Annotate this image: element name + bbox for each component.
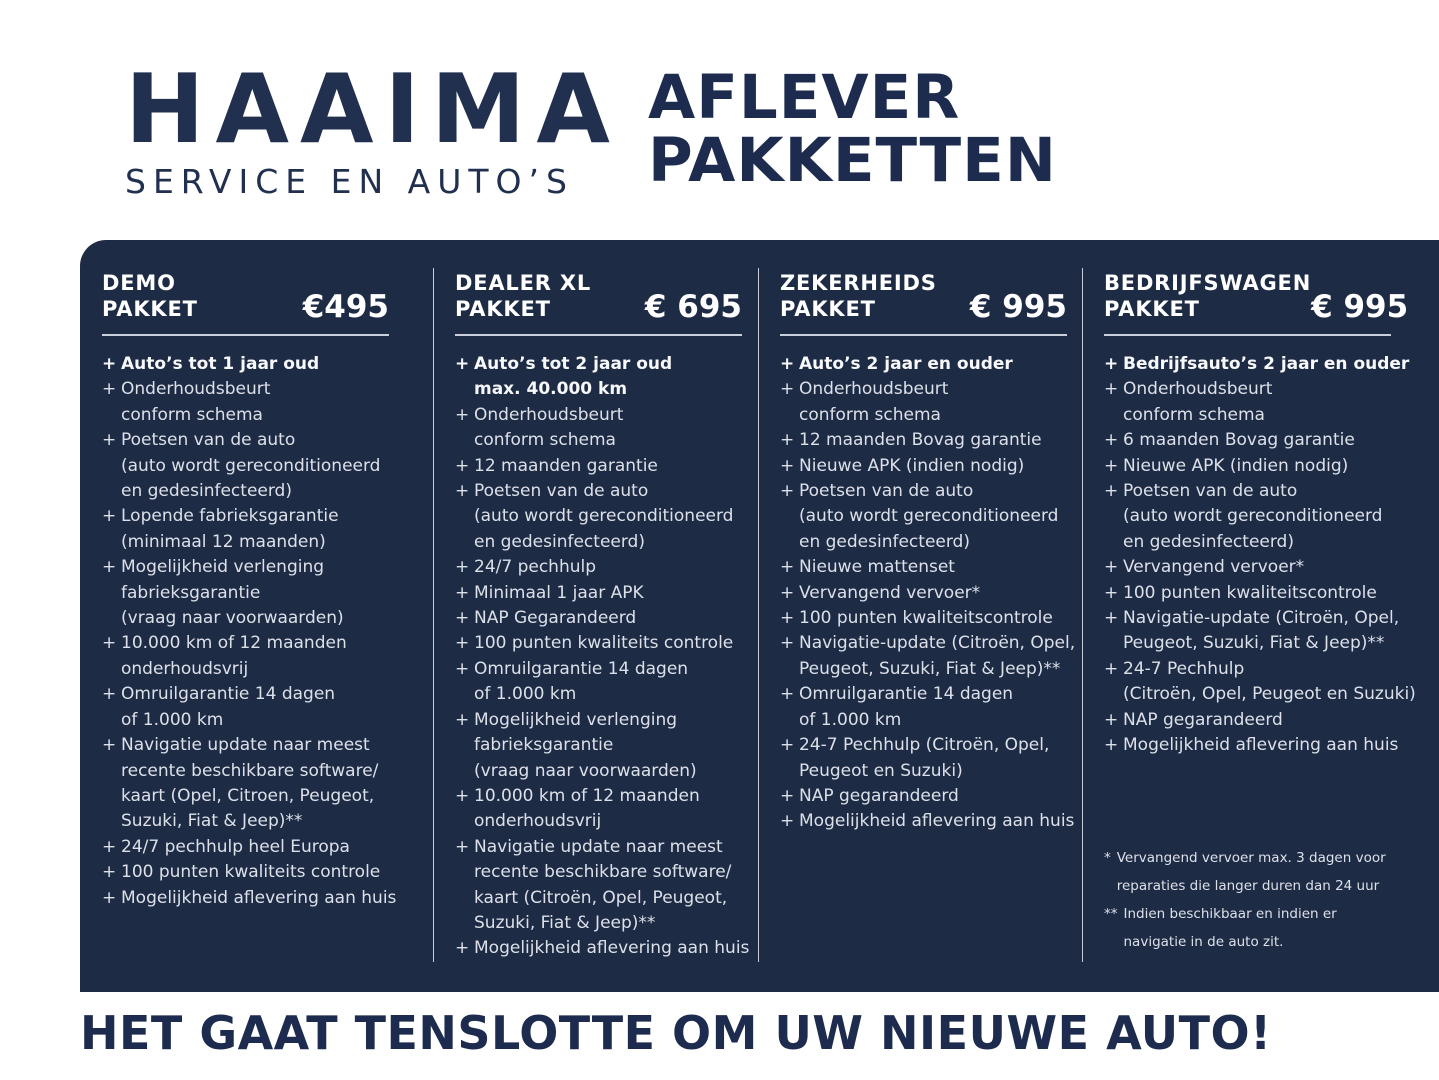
feature-item — [455, 606, 744, 631]
feature-line: Bedrijfsauto’s 2 jaar en ouder — [1123, 354, 1410, 374]
feature-line: kaart (Opel, Citroen, Peugeot, — [121, 785, 375, 806]
feature-item — [102, 860, 419, 885]
plus-marker: + — [102, 862, 117, 883]
page-title-line2: PAKKETTEN — [648, 125, 1057, 196]
brand-logo: HAAIMA — [125, 55, 621, 165]
feature-line: Mogelijkheid aflevering aan huis — [121, 887, 397, 908]
feature-text — [799, 784, 959, 809]
plus-marker: + — [455, 938, 470, 959]
package-column — [758, 240, 1082, 992]
feature-line: Vervangend vervoer* — [1123, 557, 1305, 578]
plus-marker: + — [1104, 608, 1119, 629]
feature-item — [102, 428, 419, 504]
feature-line: Peugeot, Suzuki, Fiat & Jeep)** — [799, 658, 1061, 679]
feature-item — [780, 733, 1068, 784]
footnotes — [1104, 844, 1425, 962]
feature-line: (auto wordt gereconditioneerd — [1123, 506, 1383, 527]
package-column — [433, 240, 758, 992]
feature-text — [474, 835, 731, 937]
plus-marker: + — [780, 608, 795, 629]
package-header — [1104, 270, 1409, 325]
feature-line: 12 maanden Bovag garantie — [799, 430, 1042, 451]
feature-line: Navigatie-update (Citroën, Opel, — [1123, 608, 1400, 629]
feature-line: 10.000 km of 12 maanden — [474, 785, 700, 806]
feature-item — [1104, 657, 1425, 708]
footer-slogan: HET GAAT TENSLOTTE OM UW NIEUWE AUTO! — [80, 1006, 1272, 1060]
feature-item — [102, 352, 419, 377]
plus-marker: + — [102, 633, 117, 654]
feature-line: of 1.000 km — [474, 684, 577, 705]
header-rule — [1104, 334, 1391, 336]
header-rule — [102, 334, 389, 336]
package-name-line: DEMO — [102, 271, 176, 295]
feature-item — [102, 886, 419, 911]
feature-text — [1123, 377, 1272, 428]
column-divider — [433, 268, 434, 962]
feature-text — [121, 733, 378, 835]
package-name-line: PAKKET — [780, 297, 876, 321]
feature-text — [121, 682, 335, 733]
feature-line: Navigatie update naar meest — [121, 735, 370, 756]
column-divider — [758, 268, 759, 962]
feature-text — [799, 631, 1075, 682]
feature-item — [455, 454, 744, 479]
feature-text — [799, 352, 1013, 377]
plus-marker: + — [1104, 582, 1119, 603]
feature-item — [1104, 377, 1425, 428]
plus-marker: + — [1104, 430, 1119, 451]
package-name — [455, 270, 591, 322]
feature-line: conform schema — [474, 430, 616, 451]
feature-text — [1123, 581, 1377, 606]
feature-text — [474, 657, 688, 708]
feature-line: NAP gegarandeerd — [1123, 709, 1283, 730]
feature-text — [121, 352, 319, 377]
plus-marker: + — [780, 735, 795, 756]
feature-item — [780, 606, 1068, 631]
feature-line: 100 punten kwaliteits controle — [474, 633, 734, 654]
feature-item — [455, 479, 744, 555]
feature-text — [1123, 428, 1355, 453]
feature-list — [1104, 352, 1425, 759]
feature-text — [1123, 606, 1399, 657]
feature-item — [1104, 733, 1425, 758]
package-name-line: PAKKET — [102, 297, 198, 321]
plus-marker: + — [780, 455, 795, 476]
package-name-line: DEALER XL — [455, 271, 592, 295]
plus-marker: + — [780, 633, 795, 654]
plus-marker: + — [455, 836, 470, 857]
feature-list — [102, 352, 419, 911]
feature-line: en gedesinfecteerd) — [121, 481, 292, 502]
feature-line: 6 maanden Bovag garantie — [1123, 430, 1355, 451]
feature-item — [780, 377, 1068, 428]
feature-item — [780, 352, 1068, 377]
brand-tagline: SERVICE EN AUTO’S — [125, 162, 574, 201]
plus-marker: + — [1104, 354, 1119, 374]
feature-item — [1104, 581, 1425, 606]
feature-line: NAP Gegarandeerd — [474, 608, 637, 629]
header-rule — [455, 334, 742, 336]
feature-item — [455, 657, 744, 708]
feature-text — [474, 403, 623, 454]
feature-item — [1104, 428, 1425, 453]
feature-line: Omruilgarantie 14 dagen — [474, 658, 689, 679]
package-name-line: ZEKERHEIDS — [780, 271, 937, 295]
footnote-text — [1117, 844, 1386, 900]
plus-marker: + — [102, 735, 117, 756]
feature-item — [1104, 454, 1425, 479]
footnote-line: Indien beschikbaar en indien er — [1123, 906, 1337, 922]
feature-line: kaart (Citroën, Opel, Peugeot, — [474, 887, 728, 908]
feature-list — [455, 352, 750, 962]
feature-item — [780, 428, 1068, 453]
feature-item — [455, 403, 744, 454]
feature-line: Poetsen van de auto — [474, 481, 649, 502]
feature-item — [780, 631, 1076, 682]
feature-line: Nieuwe APK (indien nodig) — [1123, 455, 1349, 476]
feature-line: of 1.000 km — [121, 709, 224, 730]
feature-line: Vervangend vervoer* — [799, 582, 981, 603]
footnote-marker: * — [1104, 850, 1111, 866]
feature-item — [102, 682, 419, 733]
plus-marker: + — [780, 785, 795, 806]
feature-list — [780, 352, 1076, 835]
footnote — [1104, 900, 1425, 956]
feature-line: Suzuki, Fiat & Jeep)** — [121, 811, 303, 832]
feature-item — [780, 809, 1075, 834]
package-header — [780, 270, 1067, 325]
feature-text — [1123, 479, 1382, 555]
plus-marker: + — [780, 557, 795, 578]
feature-line: Mogelijkheid aflevering aan huis — [1123, 735, 1399, 756]
feature-line: recente beschikbare software/ — [121, 760, 379, 781]
plus-marker: + — [1104, 481, 1119, 502]
plus-marker: + — [780, 430, 795, 451]
package-name — [102, 270, 198, 322]
feature-text — [1123, 454, 1348, 479]
feature-line: fabrieksgarantie — [474, 735, 614, 756]
feature-line: (auto wordt gereconditioneerd — [799, 506, 1059, 527]
feature-text — [121, 886, 396, 911]
feature-line: Minimaal 1 jaar APK — [474, 582, 644, 603]
feature-text — [474, 784, 700, 835]
feature-item — [455, 835, 744, 937]
feature-item — [102, 504, 419, 555]
footnote-line: navigatie in de auto zit. — [1123, 934, 1284, 950]
plus-marker: + — [1104, 557, 1119, 578]
plus-marker: + — [455, 582, 470, 603]
feature-item — [780, 454, 1068, 479]
feature-item — [1104, 555, 1425, 580]
plus-marker: + — [102, 379, 117, 400]
plus-marker: + — [455, 709, 470, 730]
plus-marker: + — [455, 557, 470, 578]
feature-item — [455, 784, 744, 835]
package-column — [1082, 240, 1439, 992]
feature-text — [799, 606, 1053, 631]
feature-item — [102, 377, 419, 428]
feature-item — [455, 352, 744, 403]
package-column — [80, 240, 433, 992]
feature-line: Onderhoudsbeurt — [121, 379, 271, 400]
feature-text — [474, 479, 733, 555]
package-name — [1104, 270, 1311, 322]
feature-line: Auto’s 2 jaar en ouder — [799, 354, 1013, 374]
feature-item — [455, 555, 744, 580]
feature-line: Omruilgarantie 14 dagen — [121, 684, 336, 705]
plus-marker: + — [455, 455, 470, 476]
plus-marker: + — [455, 785, 470, 806]
feature-text — [474, 581, 644, 606]
packages-panel — [80, 240, 1439, 992]
feature-line: Nieuwe mattenset — [799, 557, 955, 578]
plus-marker: + — [102, 836, 117, 857]
feature-text — [799, 428, 1042, 453]
feature-item — [780, 682, 1068, 733]
page-title — [648, 62, 1057, 196]
feature-text — [474, 352, 672, 403]
feature-line: Navigatie update naar meest — [474, 836, 723, 857]
feature-line: 24/7 pechhulp — [474, 557, 597, 578]
feature-line: (minimaal 12 maanden) — [121, 531, 326, 552]
feature-text — [474, 936, 749, 961]
feature-line: Onderhoudsbeurt — [474, 404, 624, 425]
package-header — [455, 270, 742, 325]
feature-text — [1123, 352, 1409, 377]
footnote-text — [1124, 900, 1337, 956]
feature-line: Navigatie-update (Citroën, Opel, — [799, 633, 1076, 654]
feature-item — [1104, 479, 1425, 555]
feature-line: onderhoudsvrij — [121, 658, 249, 679]
feature-text — [121, 835, 350, 860]
plus-marker: + — [102, 506, 117, 527]
column-divider — [1082, 268, 1083, 962]
feature-line: Onderhoudsbeurt — [1123, 379, 1273, 400]
feature-line: Nieuwe APK (indien nodig) — [799, 455, 1025, 476]
plus-marker: + — [102, 557, 117, 578]
package-name-line: BEDRIJFSWAGEN — [1104, 271, 1312, 295]
feature-line: conform schema — [121, 404, 263, 425]
feature-text — [799, 581, 980, 606]
plus-marker: + — [455, 608, 470, 629]
feature-line: 100 punten kwaliteitscontrole — [1123, 582, 1377, 603]
feature-line: Peugeot en Suzuki) — [799, 760, 963, 781]
feature-line: Poetsen van de auto — [121, 430, 296, 451]
feature-item — [102, 733, 419, 835]
plus-marker: + — [455, 404, 470, 425]
feature-line: recente beschikbare software/ — [474, 862, 732, 883]
feature-line: 24-7 Pechhulp (Citroën, Opel, — [799, 735, 1050, 756]
feature-line: max. 40.000 km — [474, 379, 628, 400]
feature-text — [1123, 708, 1283, 733]
footnote-marker: ** — [1104, 906, 1118, 922]
feature-text — [121, 428, 380, 504]
feature-line: 100 punten kwaliteits controle — [121, 862, 381, 883]
feature-line: Peugeot, Suzuki, Fiat & Jeep)** — [1123, 633, 1385, 654]
feature-line: conform schema — [799, 404, 941, 425]
feature-text — [121, 631, 347, 682]
feature-text — [1123, 733, 1398, 758]
feature-line: en gedesinfecteerd) — [799, 531, 970, 552]
feature-line: (auto wordt gereconditioneerd — [121, 455, 381, 476]
feature-item — [102, 631, 419, 682]
plus-marker: + — [780, 481, 795, 502]
feature-text — [1123, 657, 1416, 708]
feature-item — [455, 581, 744, 606]
feature-item — [780, 784, 1068, 809]
footnote — [1104, 844, 1425, 900]
feature-item — [102, 835, 419, 860]
feature-text — [799, 809, 1074, 834]
feature-line: 24-7 Pechhulp — [1123, 658, 1245, 679]
feature-line: NAP gegarandeerd — [799, 785, 959, 806]
feature-line: 12 maanden garantie — [474, 455, 658, 476]
feature-text — [799, 555, 955, 580]
feature-line: Poetsen van de auto — [1123, 481, 1298, 502]
plus-marker: + — [102, 354, 117, 374]
feature-line: (Citroën, Opel, Peugeot en Suzuki) — [1123, 684, 1416, 705]
feature-line: Suzuki, Fiat & Jeep)** — [474, 912, 656, 933]
package-name-line: PAKKET — [455, 297, 551, 321]
package-name — [780, 270, 937, 322]
plus-marker: + — [780, 582, 795, 603]
feature-text — [1123, 555, 1304, 580]
plus-marker: + — [780, 354, 795, 374]
feature-line: Omruilgarantie 14 dagen — [799, 684, 1014, 705]
feature-item — [780, 555, 1068, 580]
brand-block — [125, 55, 621, 201]
footnote-line: Vervangend vervoer max. 3 dagen voor — [1116, 850, 1386, 866]
feature-line: (vraag naar voorwaarden) — [121, 608, 344, 629]
feature-line: Mogelijkheid verlenging — [474, 709, 678, 730]
feature-line: Poetsen van de auto — [799, 481, 974, 502]
plus-marker: + — [1104, 658, 1119, 679]
footnote-line: reparaties die langer duren dan 24 uur — [1116, 878, 1380, 894]
page-title-line1: AFLEVER — [648, 62, 961, 133]
feature-line: Mogelijkheid aflevering aan huis — [474, 938, 750, 959]
feature-line: fabrieksgarantie — [121, 582, 261, 603]
feature-text — [121, 504, 339, 555]
feature-line: (auto wordt gereconditioneerd — [474, 506, 734, 527]
plus-marker: + — [780, 811, 795, 832]
plus-marker: + — [102, 887, 117, 908]
package-price: € 995 — [969, 289, 1067, 325]
feature-text — [121, 377, 270, 428]
feature-item — [1104, 352, 1425, 377]
feature-text — [121, 860, 380, 885]
feature-line: en gedesinfecteerd) — [474, 531, 645, 552]
feature-line: 24/7 pechhulp heel Europa — [121, 836, 350, 857]
feature-text — [799, 682, 1013, 733]
plus-marker: + — [455, 354, 470, 374]
package-header — [102, 270, 389, 325]
plus-marker: + — [780, 684, 795, 705]
feature-line: en gedesinfecteerd) — [1123, 531, 1294, 552]
feature-text — [799, 733, 1049, 784]
package-price: € 695 — [644, 289, 742, 325]
feature-item — [1104, 708, 1425, 733]
feature-line: conform schema — [1123, 404, 1265, 425]
plus-marker: + — [780, 379, 795, 400]
plus-marker: + — [102, 684, 117, 705]
plus-marker: + — [455, 658, 470, 679]
feature-line: onderhoudsvrij — [474, 811, 602, 832]
plus-marker: + — [1104, 735, 1119, 756]
feature-line: Mogelijkheid aflevering aan huis — [799, 811, 1075, 832]
feature-text — [474, 631, 733, 656]
feature-line: Auto’s tot 2 jaar oud — [474, 354, 673, 374]
feature-line: of 1.000 km — [799, 709, 902, 730]
header-rule — [780, 334, 1067, 336]
feature-item — [455, 708, 744, 784]
feature-text — [474, 708, 697, 784]
plus-marker: + — [1104, 379, 1119, 400]
feature-text — [474, 555, 596, 580]
feature-line: Lopende fabrieksgarantie — [121, 506, 339, 527]
feature-text — [799, 479, 1058, 555]
feature-item — [455, 631, 744, 656]
package-columns — [80, 240, 1439, 992]
feature-text — [799, 454, 1024, 479]
plus-marker: + — [102, 430, 117, 451]
feature-item — [780, 479, 1068, 555]
package-price: € 995 — [1311, 289, 1409, 325]
plus-marker: + — [455, 633, 470, 654]
plus-marker: + — [1104, 455, 1119, 476]
package-name-line: PAKKET — [1104, 297, 1200, 321]
feature-item — [455, 936, 750, 961]
feature-line: Auto’s tot 1 jaar oud — [121, 354, 320, 374]
plus-marker: + — [1104, 709, 1119, 730]
package-price: €495 — [302, 289, 389, 325]
feature-item — [102, 555, 419, 631]
feature-line: 100 punten kwaliteitscontrole — [799, 608, 1053, 629]
feature-line: 10.000 km of 12 maanden — [121, 633, 347, 654]
feature-item — [780, 581, 1068, 606]
feature-text — [474, 606, 636, 631]
feature-text — [121, 555, 344, 631]
feature-line: (vraag naar voorwaarden) — [474, 760, 697, 781]
feature-line: Onderhoudsbeurt — [799, 379, 949, 400]
plus-marker: + — [455, 481, 470, 502]
feature-text — [799, 377, 948, 428]
feature-text — [474, 454, 658, 479]
feature-line: Mogelijkheid verlenging — [121, 557, 325, 578]
feature-item — [1104, 606, 1425, 657]
